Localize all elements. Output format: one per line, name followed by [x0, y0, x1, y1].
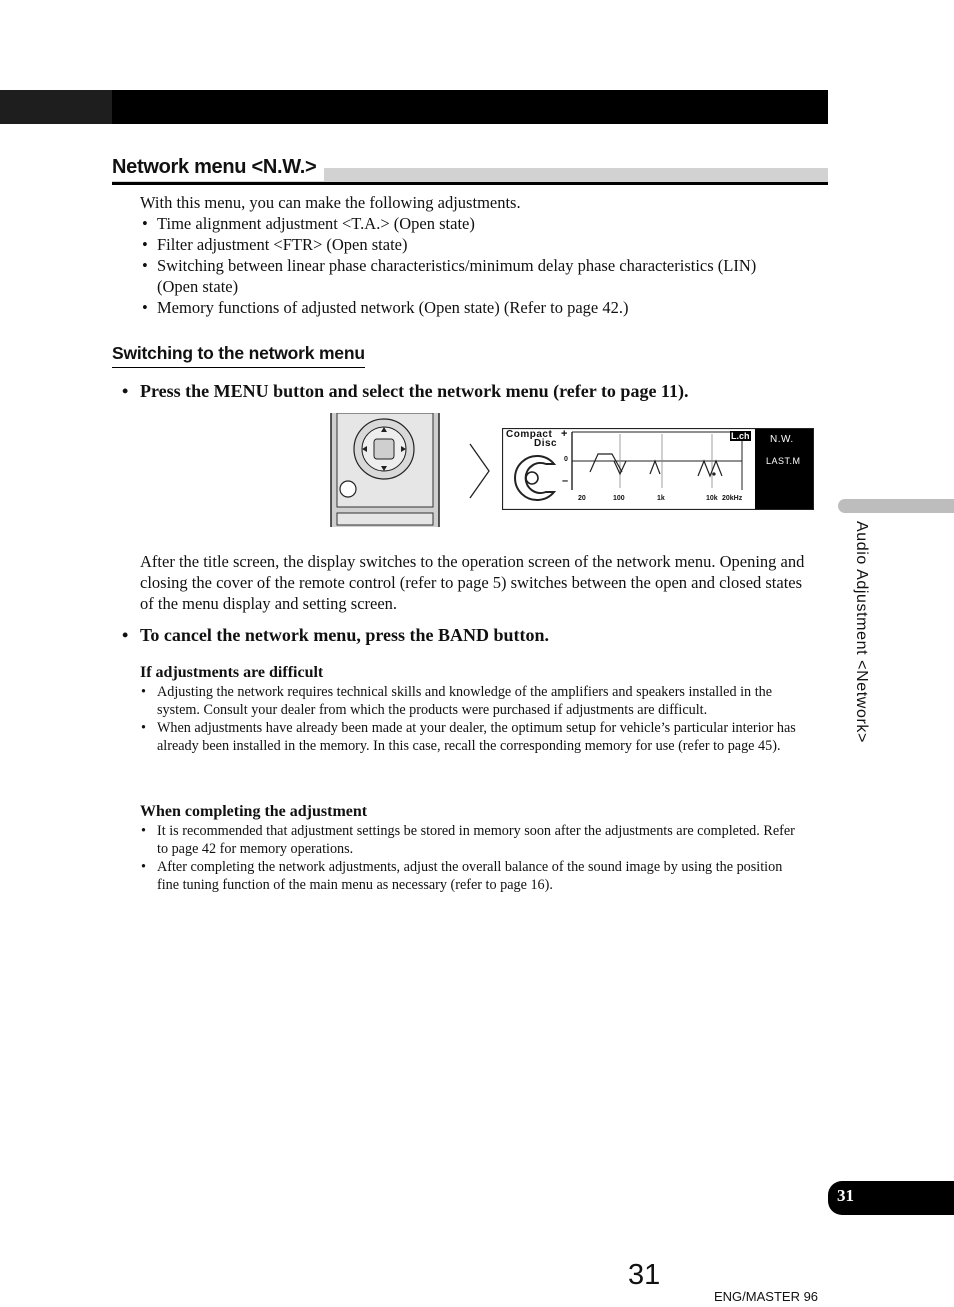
menu-button-highlight: [340, 481, 356, 497]
step-text: Press the MENU button and select the network menu (refer to page 11).: [140, 381, 689, 401]
page-tab: 31: [828, 1181, 954, 1215]
note-heading: When completing the adjustment: [140, 803, 368, 820]
step-text: To cancel the network menu, press the BAND button.: [140, 625, 550, 645]
title-rule: [112, 182, 828, 185]
header-bar: [112, 90, 828, 124]
operation-description: After the title screen, the display switches to the operation screen of the network menu. Opening and closing the cover of the remote control (refer to page 5) switches between the open and closed states of the menu display and setting screen.: [140, 552, 805, 613]
freq-label: 100: [613, 495, 625, 502]
note-item: • After completing the network adjustments, adjust the overall balance of the sound image by using the position fine tuning function of the main menu as necessary (refer to page 16).: [140, 858, 800, 894]
note-difficult: [140, 663, 800, 755]
freq-label: 10k: [706, 495, 718, 502]
zero-label: 0: [564, 456, 568, 463]
intro-lead: With this menu, you can make the following adjustments.: [140, 193, 521, 212]
subsection-title: Switching to the network menu: [112, 340, 365, 368]
step-press-menu: [122, 379, 820, 403]
note-item: • Adjusting the network requires technical skills and knowledge of the amplifiers and speakers installed in the system. Consult your dealer from which the products were purchased if adjustments are difficult.: [140, 683, 800, 719]
remote-control-illustration: [330, 413, 440, 527]
page-number: 31: [628, 1259, 661, 1291]
bullet: •: [122, 625, 129, 645]
section-title: Network menu <N.W.>: [112, 153, 324, 181]
channel-label: L.ch: [731, 431, 750, 441]
note-heading: If adjustments are difficult: [140, 664, 324, 681]
note-completing: [140, 802, 800, 894]
next-arrow-icon: [469, 443, 491, 499]
note-item: • It is recommended that adjustment settings be stored in memory soon after the adjustments are completed. Refer to page 42 for memory operations.: [140, 822, 800, 858]
intro-item: • Filter adjustment <FTR> (Open state): [140, 234, 800, 255]
freq-label: 20kHz: [722, 495, 743, 502]
lcd-display: [502, 428, 814, 510]
minus-label: –: [562, 475, 569, 487]
header-bar-dark: [0, 90, 112, 124]
freq-label: 20: [578, 495, 586, 502]
footer-code: ENG/MASTER 96: [714, 1289, 819, 1304]
note-item: • When adjustments have already been made at your dealer, the optimum setup for vehicle’s particular interior has already been installed in the memory. In this case, recall the corresponding memory for use (refer to page 45).: [140, 719, 800, 755]
side-tab-marker: [838, 499, 954, 513]
mode-name: LAST.M: [766, 456, 801, 466]
bullet: •: [122, 381, 129, 401]
intro-item: • Memory functions of adjusted network (Open state) (Refer to page 42.): [140, 297, 800, 318]
menu-name: N.W.: [770, 434, 794, 445]
intro-block: [140, 192, 800, 318]
intro-item: • Switching between linear phase characteristics/minimum delay phase characteristics (LIN) (Open state): [140, 255, 800, 297]
side-tab-label: Audio Adjustment <Network>: [853, 521, 870, 743]
freq-label: 1k: [657, 495, 665, 502]
plus-label: +: [561, 428, 568, 440]
source-label: Compact Disc: [506, 429, 558, 449]
step-cancel: [122, 623, 820, 647]
intro-item: • Time alignment adjustment <T.A.> (Open state): [140, 213, 800, 234]
